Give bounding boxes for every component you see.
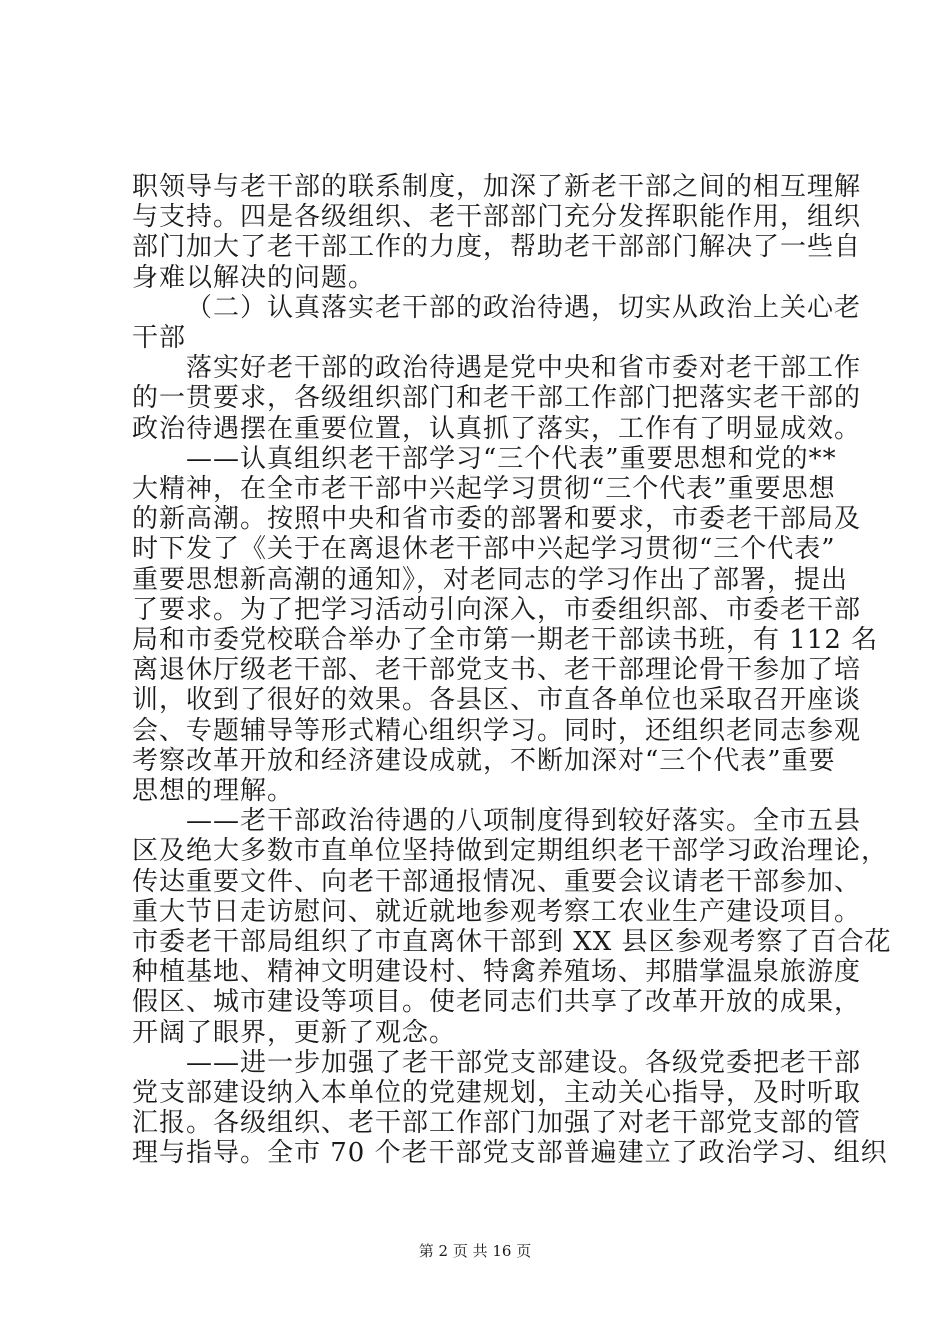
text-line: 落实好老干部的政治待遇是党中央和省市委对老干部工作 bbox=[186, 353, 862, 384]
text-line: 身难以解决的问题。 bbox=[132, 262, 376, 293]
text-line: 区及绝大多数市直单位坚持做到定期组织老干部学习政治理论， bbox=[132, 836, 889, 867]
text-line: 职领导与老干部的联系制度，加深了新老干部之间的相互理解 bbox=[132, 172, 862, 202]
section-heading: （二）认真落实老干部的政治待遇，切实从政治上关心老 bbox=[186, 292, 862, 323]
text-line: ——老干部政治待遇的八项制度得到较好落实。全市五县 bbox=[186, 806, 862, 837]
text-line: 党支部建设纳入本单位的党建规划，主动关心指导，及时听取 bbox=[132, 1078, 862, 1108]
text-line: 思想的理解。 bbox=[132, 776, 295, 806]
text-line: 市委老干部局组织了市直离休干部到 XX 县区参观考察了百合花 bbox=[132, 927, 892, 957]
text-line: 的一贯要求，各级组织部门和老干部工作部门把落实老干部的 bbox=[132, 383, 862, 414]
text-line: 理与指导。全市 70 个老干部党支部普遍建立了政治学习、组织 bbox=[132, 1138, 888, 1169]
section-heading-cont: 干部 bbox=[132, 323, 187, 353]
text-line: 种植基地、精神文明建设村、特禽养殖场、邦腊掌温泉旅游度 bbox=[132, 957, 862, 988]
text-line: ——认真组织老干部学习“三个代表”重要思想和党的** bbox=[186, 443, 837, 474]
text-line: 重要思想新高潮的通知》，对老同志的学习作出了部署，提出 bbox=[132, 564, 849, 595]
text-line: 传达重要文件、向老干部通报情况、重要会议请老干部参加、 bbox=[132, 866, 862, 897]
text-line: 部门加大了老干部工作的力度，帮助老干部部门解决了一些自 bbox=[132, 232, 862, 263]
page-number-footer: 第 2 页 共 16 页 bbox=[418, 1242, 532, 1260]
text-line: 政治待遇摆在重要位置，认真抓了落实，工作有了明显成效。 bbox=[132, 413, 862, 444]
text-line: 时下发了《关于在离退休老干部中兴起学习贯彻“三个代表” bbox=[132, 534, 836, 565]
text-line: 重大节日走访慰问、就近就地参观考察工农业生产建设项目。 bbox=[132, 896, 862, 927]
text-line: 离退休厅级老干部、老干部党支书、老干部理论骨干参加了培 bbox=[132, 655, 862, 686]
text-line: 汇报。各级组织、老干部工作部门加强了对老干部党支部的管 bbox=[132, 1108, 862, 1139]
text-line: 与支持。四是各级组织、老干部部门充分发挥职能作用，组织 bbox=[132, 202, 862, 233]
text-line: 会、专题辅导等形式精心组织学习。同时，还组织老同志参观 bbox=[132, 715, 862, 746]
text-line: 假区、城市建设等项目。使老同志们共享了改革开放的成果， bbox=[132, 987, 862, 1018]
text-line: ——进一步加强了老干部党支部建设。各级党委把老干部 bbox=[186, 1047, 862, 1078]
text-line: 的新高潮。按照中央和省市委的部署和要求，市委老干部局及 bbox=[132, 504, 862, 535]
text-line: 了要求。为了把学习活动引向深入，市委组织部、市委老干部 bbox=[132, 594, 862, 625]
text-line: 局和市委党校联合举办了全市第一期老干部读书班，有 112 名 bbox=[132, 625, 879, 655]
text-line: 开阔了眼界，更新了观念。 bbox=[132, 1017, 457, 1048]
text-line: 大精神，在全市老干部中兴起学习贯彻“三个代表”重要思想 bbox=[132, 474, 836, 504]
text-line: 考察改革开放和经济建设成就，不断加深对“三个代表”重要 bbox=[132, 745, 836, 776]
text-line: 训，收到了很好的效果。各县区、市直各单位也采取召开座谈 bbox=[132, 685, 862, 716]
